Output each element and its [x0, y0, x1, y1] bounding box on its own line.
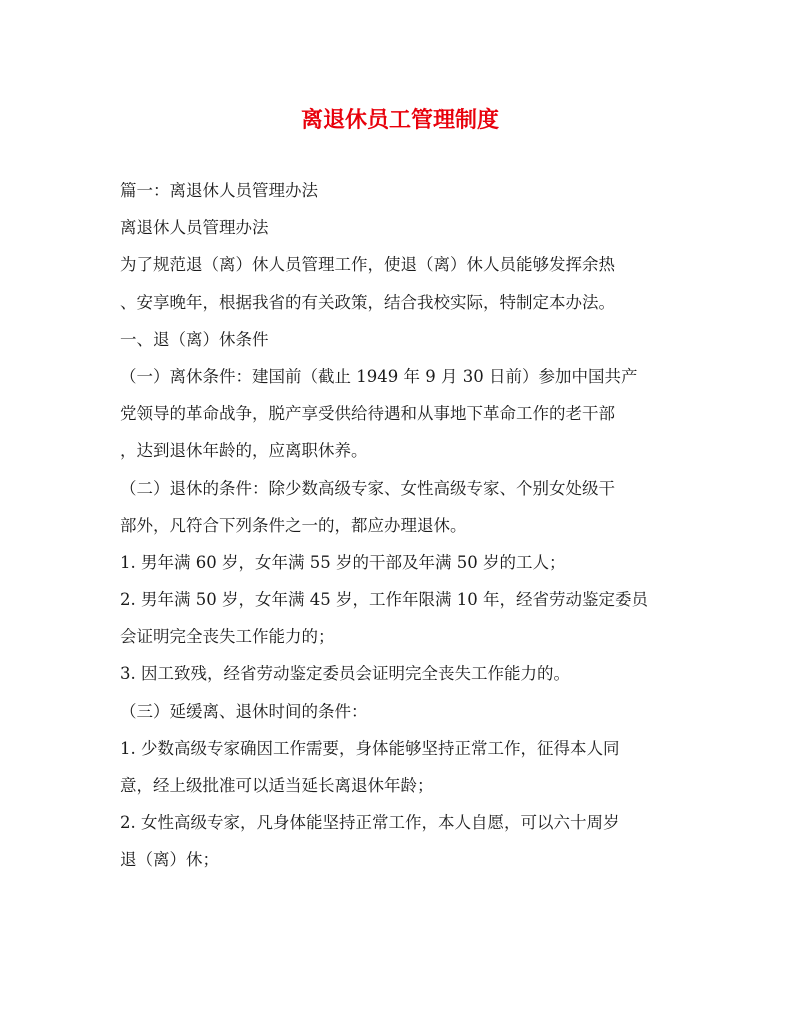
- document-line: 部外，凡符合下列条件之一的，都应办理退休。: [120, 515, 467, 535]
- document-line: 会证明完全丧失工作能力的；: [120, 627, 335, 647]
- document-line: 、安享晚年，根据我省的有关政策，结合我校实际，特制定本办法。: [120, 292, 615, 312]
- document-title: 离退休员工管理制度: [300, 107, 499, 133]
- document-line: 退（离）休；: [120, 850, 219, 870]
- document-line: ，达到退休年龄的，应离职休养。: [120, 441, 368, 461]
- document-body: [120, 172, 690, 879]
- document-line: 党领导的革命战争，脱产享受供给待遇和从事地下革命工作的老干部: [120, 404, 615, 424]
- document-line: （三）延缓离、退休时间的条件：: [120, 701, 368, 721]
- document-line: 1. 少数高级专家确因工作需要，身体能够坚持正常工作，征得本人同: [120, 738, 620, 758]
- document-line: 2. 女性高级专家，凡身体能坚持正常工作，本人自愿，可以六十周岁: [120, 813, 620, 833]
- document-line: 2. 男年满 50 岁，女年满 45 岁，工作年限满 10 年，经省劳动鉴定委员: [120, 590, 648, 610]
- document-line: 篇一：离退休人员管理办法: [120, 181, 318, 200]
- document-line: 一、退（离）休条件: [120, 329, 269, 349]
- document-line: 意，经上级批准可以适当延长离退休年龄；: [120, 776, 434, 795]
- document-line: （一）离休条件：建国前（截止 1949 年 9 月 30 日前）参加中国共产: [120, 366, 638, 386]
- document-line: （二）退休的条件：除少数高级专家、女性高级专家、个别女处级干: [120, 478, 615, 498]
- document-line: 离退休人员管理办法: [120, 218, 269, 238]
- document-line: 3. 因工致残，经省劳动鉴定委员会证明完全丧失工作能力的。: [120, 664, 570, 684]
- document-line: 为了规范退（离）休人员管理工作，使退（离）休人员能够发挥余热: [120, 255, 615, 275]
- document-line: 1. 男年满 60 岁，女年满 55 岁的干部及年满 50 岁的工人；: [120, 552, 566, 572]
